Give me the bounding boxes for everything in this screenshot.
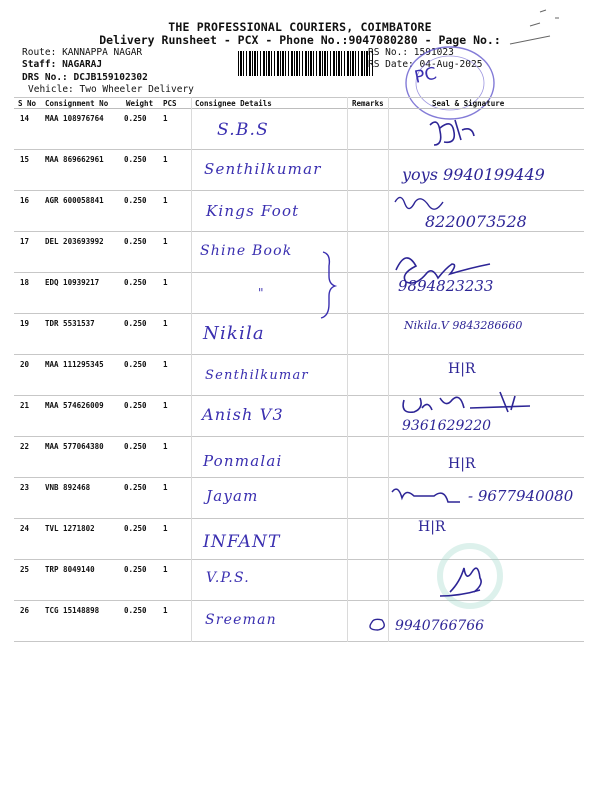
drs-value: DCJB159102302 (73, 72, 148, 83)
row-pcs: 1 (163, 442, 168, 451)
row-weight: 0.250 (124, 155, 147, 164)
row-consignment: MAA 108976764 (45, 114, 104, 123)
signature-scribble-row-16 (395, 197, 443, 209)
col-header-signature: Seal & Signature (432, 99, 505, 108)
row-consignee: V.P.S. (206, 570, 250, 586)
company-title: THE PROFESSIONAL COURIERS, COIMBATORE (168, 20, 432, 34)
row-signature: H|R (418, 519, 446, 535)
row-signature: H|R (448, 456, 476, 472)
row-signature: 8220073528 (425, 212, 527, 231)
row-sno: 20 (20, 360, 30, 369)
row-signature: Nikila.V 9843286660 (404, 319, 523, 332)
row-weight: 0.250 (124, 565, 147, 574)
row-consignee: Anish V3 (202, 405, 284, 424)
row-consignment: MAA 111295345 (45, 360, 104, 369)
row-sno: 23 (20, 483, 30, 492)
row-signature: - 9677940080 (468, 487, 574, 505)
signature-scribble-row-21 (403, 392, 530, 412)
signature-scribble-row-14 (430, 120, 474, 145)
col-header-weight: Weight (126, 99, 154, 108)
row-weight: 0.250 (124, 606, 147, 615)
rs-date-value: 04-Aug-2025 (419, 59, 483, 70)
route-label: Route: (22, 47, 57, 58)
row-sno: 21 (20, 401, 30, 410)
row-consignee: " (258, 286, 265, 300)
row-signature: yoys 9940199449 (402, 165, 545, 184)
faint-stamp (440, 546, 500, 606)
signature-loop-row-26 (370, 619, 384, 630)
col-header-remarks: Remarks (352, 99, 384, 108)
row-consignee: Shine Book (200, 243, 293, 259)
rs-no-value: 1591023 (413, 47, 454, 58)
row-weight: 0.250 (124, 442, 147, 451)
row-sno: 15 (20, 155, 30, 164)
route-value: KANNAPPA NAGAR (62, 47, 143, 58)
row-sno: 24 (20, 524, 30, 533)
row-consignment: AGR 600058841 (45, 196, 104, 205)
row-consignee: Kings Foot (206, 202, 300, 220)
row-pcs: 1 (163, 319, 168, 328)
row-consignment: TVL 1271802 (45, 524, 95, 533)
row-consignment: TDR 5531537 (45, 319, 95, 328)
row-signature: H|R (448, 361, 476, 377)
row-consignment: MAA 574626009 (45, 401, 104, 410)
row-pcs: 1 (163, 483, 168, 492)
row-pcs: 1 (163, 155, 168, 164)
row-pcs: 1 (163, 606, 168, 615)
row-weight: 0.250 (124, 360, 147, 369)
row-consignment: VNB 892468 (45, 483, 91, 492)
staff-label: Staff: (22, 59, 57, 70)
row-pcs: 1 (163, 237, 168, 246)
row-sno: 19 (20, 319, 30, 328)
row-pcs: 1 (163, 524, 168, 533)
row-signature: 9361629220 (402, 418, 492, 434)
rs-date-label: RS Date: (368, 59, 414, 70)
row-weight: 0.250 (124, 483, 147, 492)
runsheet-subtitle: Delivery Runsheet - PCX - Phone No.:9047080280 - Page No.: (99, 33, 501, 47)
drs-label: DRS No.: (22, 72, 68, 83)
row-pcs: 1 (163, 565, 168, 574)
row-weight: 0.250 (124, 237, 147, 246)
vehicle-value: Two Wheeler Delivery (79, 84, 194, 95)
rs-no-label: RS No.: (368, 47, 409, 58)
row-weight: 0.250 (124, 196, 147, 205)
stamp-text: PC (412, 63, 439, 88)
row-consignment: TCG 15148898 (45, 606, 100, 615)
row-weight: 0.250 (124, 114, 147, 123)
row-consignment: EDQ 10939217 (45, 278, 100, 287)
row-sno: 26 (20, 606, 30, 615)
row-weight: 0.250 (124, 524, 147, 533)
row-weight: 0.250 (124, 319, 147, 328)
row-sno: 17 (20, 237, 30, 246)
row-sno: 14 (20, 114, 30, 123)
col-header-consignment: Consignment No (45, 99, 109, 108)
row-consignment: TRP 8049140 (45, 565, 95, 574)
row-consignee: Sreeman (205, 612, 277, 628)
col-header-consignee: Consignee Details (195, 99, 272, 108)
row-consignment: MAA 869662961 (45, 155, 104, 164)
row-signature: 9940766766 (395, 618, 485, 634)
row-pcs: 1 (163, 360, 168, 369)
row-consignee: Nikila (203, 323, 265, 344)
row-consignment: DEL 203693992 (45, 237, 104, 246)
row-sno: 25 (20, 565, 30, 574)
signature-scribble-row-17 (396, 258, 490, 283)
signature-scribble-row-23 (392, 489, 460, 502)
row-consignment: MAA 577064380 (45, 442, 104, 451)
row-consignee: S.B.S (217, 120, 269, 140)
col-header-sno: S No (18, 99, 37, 108)
row-sno: 16 (20, 196, 30, 205)
staff-value: NAGARAJ (62, 59, 103, 70)
row-consignee: Senthilkumar (204, 160, 322, 178)
row-weight: 0.250 (124, 278, 147, 287)
row-pcs: 1 (163, 401, 168, 410)
bracket-mark (321, 252, 335, 318)
row-signature: 9894823233 (398, 277, 494, 295)
col-header-pcs: PCS (163, 99, 177, 108)
row-sno: 22 (20, 442, 30, 451)
row-pcs: 1 (163, 278, 168, 287)
row-pcs: 1 (163, 196, 168, 205)
vehicle-label: Vehicle: (28, 84, 74, 95)
row-consignee: Ponmalai (203, 452, 283, 470)
row-weight: 0.250 (124, 401, 147, 410)
row-sno: 18 (20, 278, 30, 287)
row-consignee: Jayam (206, 487, 259, 505)
row-consignee: Senthilkumar (205, 368, 309, 383)
row-consignee: INFANT (203, 532, 281, 552)
row-pcs: 1 (163, 114, 168, 123)
